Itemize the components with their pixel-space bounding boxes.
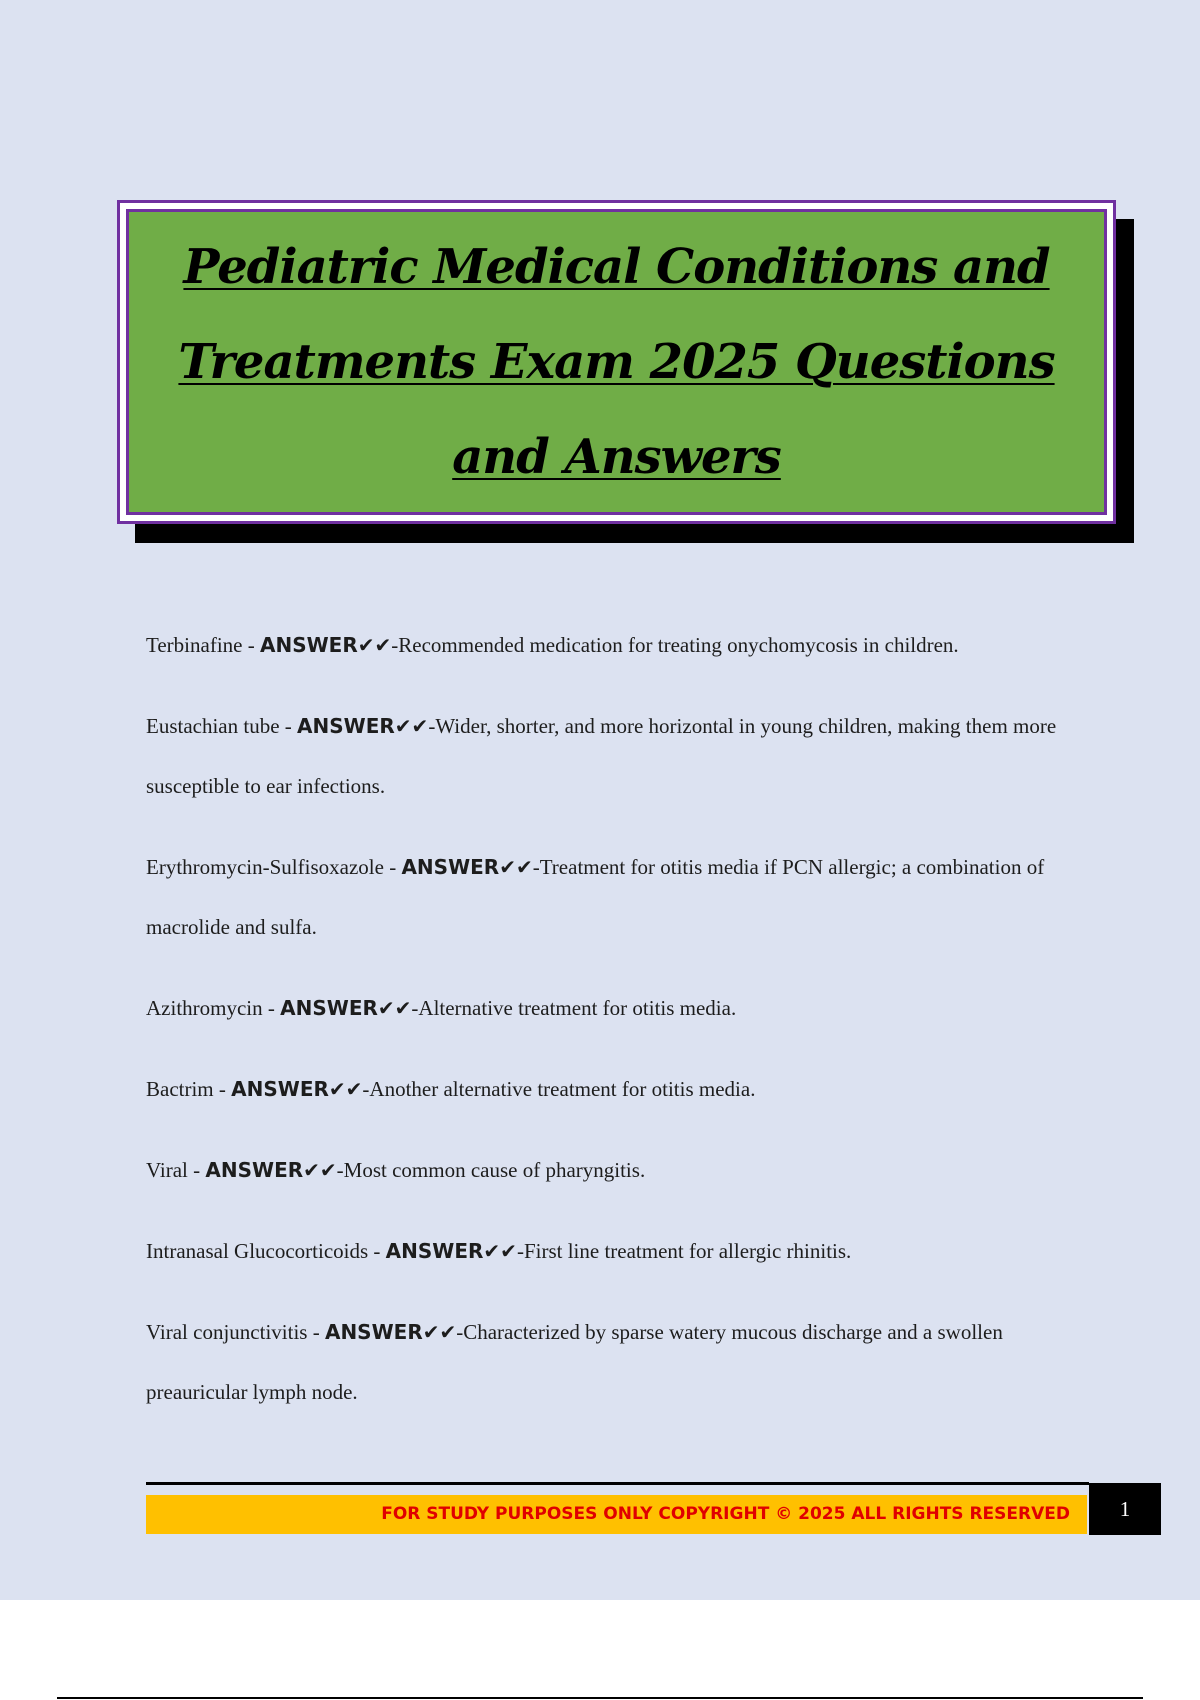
qa-term: Intranasal Glucocorticoids	[146, 1239, 369, 1263]
bottom-divider	[57, 1697, 1143, 1699]
answer-marker: ANSWER✔✔	[401, 855, 533, 879]
qa-term: Erythromycin-Sulfisoxazole	[146, 855, 384, 879]
qa-answer: Treatment for otitis media if PCN allergic; a combination of macrolide and sulfa.	[146, 855, 1045, 939]
qa-answer: Recommended medication for treating onychomycosis in children.	[398, 633, 959, 657]
qa-answer: Characterized by sparse watery mucous discharge and a swollen preauricular lymph node.	[146, 1320, 1003, 1404]
answer-marker: ANSWER✔✔	[297, 714, 429, 738]
title-box	[117, 200, 1116, 524]
page-number: 1	[1089, 1483, 1161, 1535]
copyright-notice: FOR STUDY PURPOSES ONLY COPYRIGHT © 2025 ALL RIGHTS RESERVED	[381, 1504, 1070, 1524]
answer-marker: ANSWER✔✔	[280, 996, 412, 1020]
document-title: Pediatric Medical Conditions and Treatments Exam 2025 Questions and Answers	[178, 238, 1055, 485]
answer-marker: ANSWER✔✔	[231, 1077, 363, 1101]
qa-item: Erythromycin-Sulfisoxazole - ANSWER✔✔-Treatment for otitis media if PCN allergic; a combination of macrolide and sulfa.	[146, 855, 1045, 939]
title-box-inner	[126, 209, 1107, 515]
qa-answer: Alternative treatment for otitis media.	[418, 996, 737, 1020]
qa-item: Terbinafine - ANSWER✔✔-Recommended medication for treating onychomycosis in children.	[146, 633, 959, 657]
qa-term: Azithromycin	[146, 996, 263, 1020]
qa-item: Intranasal Glucocorticoids - ANSWER✔✔-First line treatment for allergic rhinitis.	[146, 1239, 852, 1263]
answer-marker: ANSWER✔✔	[205, 1158, 337, 1182]
qa-item: Viral conjunctivitis - ANSWER✔✔-Characterized by sparse watery mucous discharge and a swollen preauricular lymph node.	[146, 1320, 1003, 1404]
answer-marker: ANSWER✔✔	[324, 1320, 457, 1344]
qa-answer: Wider, shorter, and more horizontal in young children, making them more susceptible to ear infections.	[146, 714, 1057, 798]
footer-bar	[146, 1495, 1087, 1534]
qa-item: Viral - ANSWER✔✔-Most common cause of pharyngitis.	[146, 1158, 646, 1182]
qa-term: Bactrim	[146, 1077, 214, 1101]
qa-list	[146, 615, 1096, 1443]
qa-term: Viral conjunctivitis	[146, 1320, 308, 1344]
qa-answer: Another alternative treatment for otitis media.	[369, 1077, 756, 1101]
answer-marker: ANSWER✔✔	[259, 633, 392, 657]
qa-item: Bactrim - ANSWER✔✔-Another alternative treatment for otitis media.	[146, 1077, 756, 1101]
footer-rule	[146, 1482, 1089, 1485]
qa-item: Eustachian tube - ANSWER✔✔-Wider, shorter, and more horizontal in young children, making them more susceptible to ear infections.	[146, 714, 1057, 798]
qa-item: Azithromycin - ANSWER✔✔-Alternative treatment for otitis media.	[146, 996, 737, 1020]
answer-marker: ANSWER✔✔	[385, 1239, 517, 1263]
qa-term: Viral	[146, 1158, 188, 1182]
qa-term: Terbinafine	[146, 633, 243, 657]
qa-answer: Most common cause of pharyngitis.	[343, 1158, 646, 1182]
qa-term: Eustachian tube	[146, 714, 280, 738]
qa-answer: First line treatment for allergic rhinitis.	[523, 1239, 852, 1263]
